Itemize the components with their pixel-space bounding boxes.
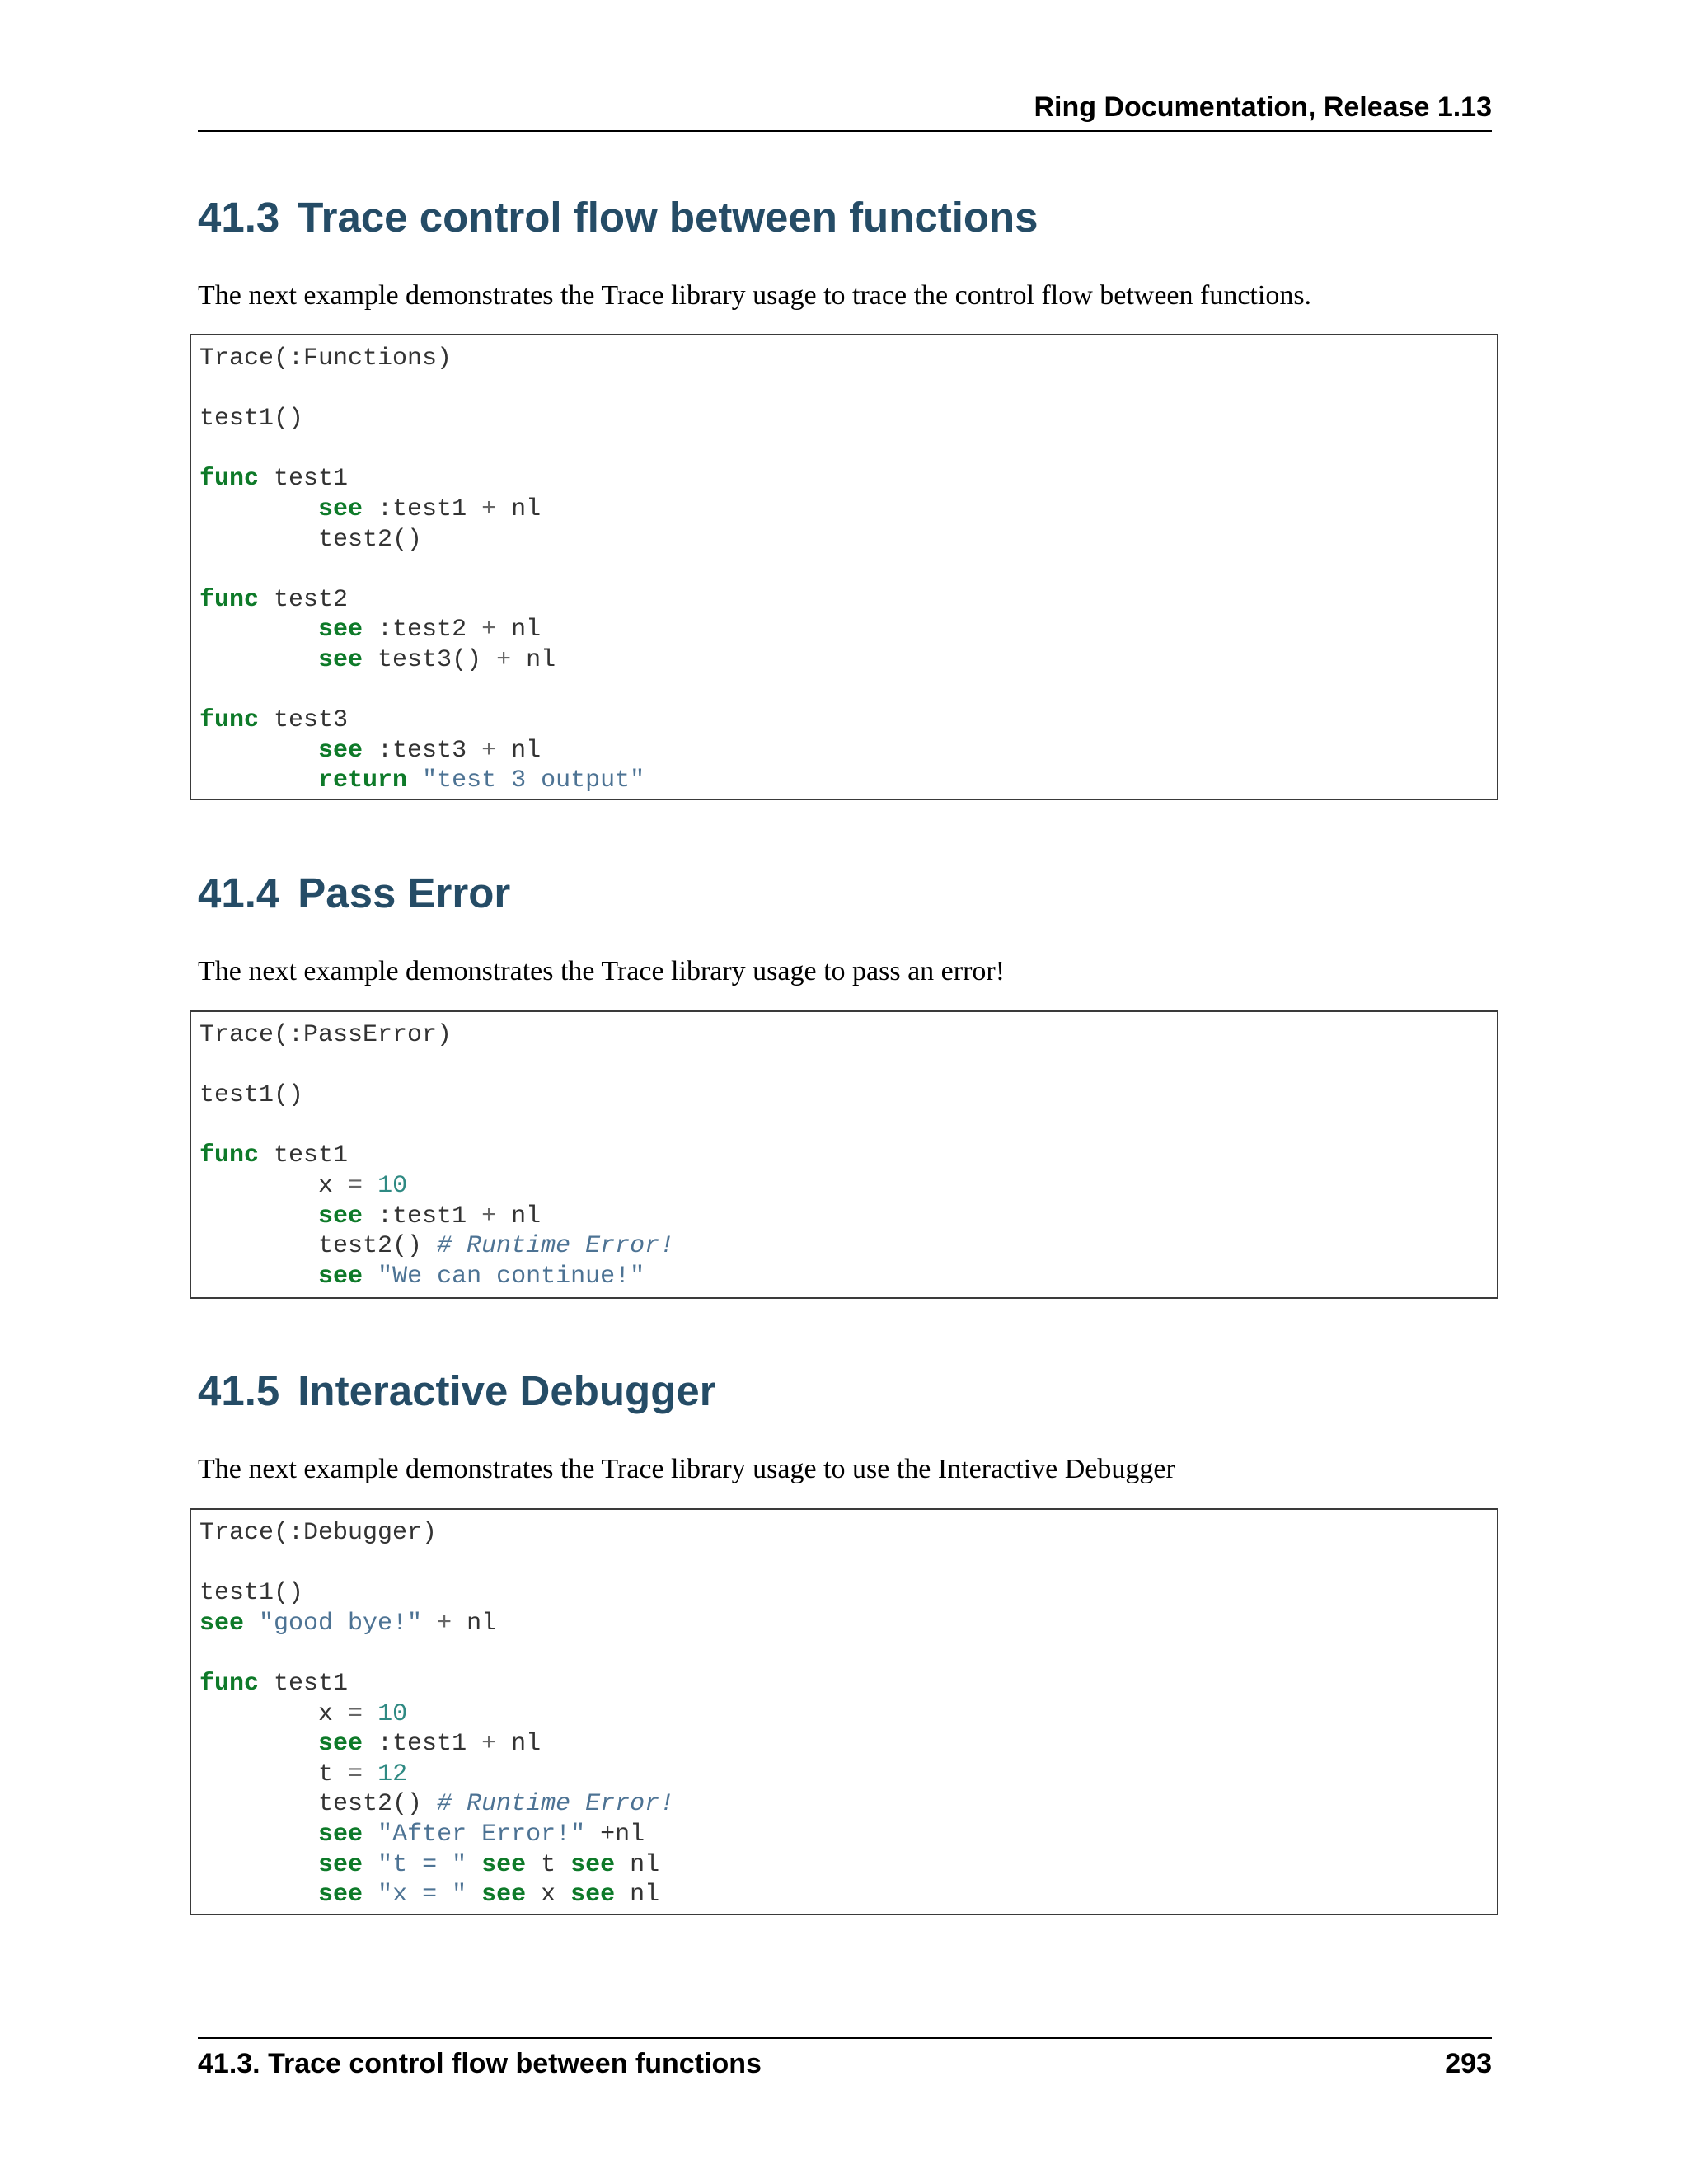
code-token-kw: func — [199, 1141, 260, 1170]
code-token-op: = — [348, 1699, 363, 1728]
code-token — [363, 1821, 377, 1849]
code-token: test1() — [199, 1579, 304, 1608]
section-41-4 — [198, 869, 1492, 988]
code-token: test1() — [199, 405, 304, 434]
code-token — [407, 766, 422, 794]
code-token-kw: see — [318, 1730, 363, 1759]
code-line — [199, 1821, 645, 1849]
code-line — [199, 344, 452, 373]
code-line — [199, 526, 422, 554]
code-token: +nl — [585, 1820, 645, 1849]
code-token-kw: func — [199, 706, 260, 735]
section-title: Interactive Debugger — [298, 1367, 716, 1414]
code-token: test2 — [259, 585, 349, 614]
code-token — [363, 1760, 377, 1788]
code-line — [199, 646, 556, 674]
code-token-op: + — [437, 1609, 452, 1638]
code-token-kw: see — [318, 645, 363, 674]
code-line — [199, 616, 541, 644]
section-intro: The next example demonstrates the Trace library usage to use the Interactive Debugger — [198, 1454, 1175, 1484]
code-token-str: "We can continue!" — [377, 1262, 645, 1291]
section-41-3 — [198, 193, 1492, 312]
code-token-str: "x = " — [377, 1881, 467, 1910]
code-line — [199, 1021, 452, 1049]
footer-section-title: 41.3. Trace control flow between functions — [198, 2048, 762, 2079]
code-token — [199, 1202, 318, 1230]
code-token-kw: see — [481, 1881, 527, 1910]
section-intro: The next example demonstrates the Trace library usage to trace the control flow between functions. — [198, 280, 1312, 311]
code-token: test1() — [199, 1081, 304, 1110]
code-line — [199, 1881, 659, 1909]
code-token — [199, 766, 318, 794]
code-line — [199, 1202, 541, 1230]
code-token: test2() — [199, 525, 423, 554]
code-line — [199, 1232, 674, 1260]
code-token-op: = — [348, 1171, 363, 1200]
code-token-num: 12 — [377, 1760, 408, 1788]
code-token: nl — [615, 1881, 660, 1910]
code-token — [467, 1881, 481, 1909]
code-line — [199, 495, 541, 523]
code-token-str: "good bye!" — [259, 1609, 423, 1638]
code-line — [199, 1760, 407, 1788]
code-token: x — [526, 1881, 571, 1910]
section-title: Pass Error — [298, 869, 511, 916]
code-token-kw: see — [199, 1609, 245, 1638]
code-token-str: "After Error!" — [377, 1820, 586, 1849]
code-token — [199, 1851, 318, 1879]
code-token: test1 — [259, 465, 349, 494]
code-line — [199, 1851, 659, 1879]
code-token-kw: see — [318, 1202, 363, 1230]
code-listing — [191, 335, 1497, 796]
running-header — [198, 91, 1492, 132]
header-title: Ring Documentation, Release 1.13 — [1034, 91, 1492, 123]
page-number: 293 — [1445, 2048, 1492, 2079]
code-token — [363, 1851, 377, 1879]
code-token: test2() — [199, 1790, 438, 1819]
code-token-kw: see — [570, 1850, 616, 1879]
section-41-5 — [198, 1366, 1492, 1486]
code-token — [363, 1172, 377, 1200]
code-token: nl — [496, 1202, 542, 1230]
code-block-functions — [190, 334, 1498, 800]
code-token — [199, 1881, 318, 1909]
code-line — [199, 706, 348, 734]
code-token — [244, 1610, 259, 1638]
code-block-debugger — [190, 1508, 1498, 1915]
code-token-kw: func — [199, 585, 260, 614]
code-token-op: + — [496, 645, 512, 674]
code-token: x — [199, 1171, 349, 1200]
code-token-num: 10 — [377, 1699, 408, 1728]
section-number: 41.5 — [198, 1367, 280, 1414]
code-token: t — [199, 1760, 349, 1788]
code-token: test3() — [363, 645, 497, 674]
code-token-kw: see — [318, 1820, 363, 1849]
code-token-str: "t = " — [377, 1850, 467, 1879]
section-number: 41.4 — [198, 869, 280, 916]
code-token: test3 — [259, 706, 349, 735]
code-token-cm: # Runtime Error! — [437, 1790, 675, 1819]
code-listing — [191, 1012, 1497, 1291]
code-line — [199, 1610, 496, 1638]
code-line — [199, 465, 348, 493]
code-token — [467, 1851, 481, 1879]
code-line — [199, 1141, 348, 1169]
code-token-num: 10 — [377, 1171, 408, 1200]
code-token: test2() — [199, 1232, 438, 1261]
code-token: :test1 — [363, 1202, 482, 1230]
code-token-op: + — [481, 736, 497, 765]
code-token-kw: see — [318, 616, 363, 644]
code-token: Trace(:Debugger) — [199, 1519, 438, 1547]
code-token — [199, 1263, 318, 1291]
section-intro: The next example demonstrates the Trace library usage to pass an error! — [198, 956, 1006, 987]
code-token — [199, 616, 318, 644]
code-token-cm: # Runtime Error! — [437, 1232, 675, 1261]
code-line — [199, 586, 348, 614]
code-line — [199, 766, 645, 794]
section-heading — [198, 193, 1492, 242]
code-token-kw: see — [318, 1262, 363, 1291]
code-line — [199, 1790, 674, 1818]
section-title: Trace control flow between functions — [298, 194, 1039, 241]
code-token-kw: see — [481, 1850, 527, 1879]
code-line — [199, 1172, 407, 1200]
code-line — [199, 1700, 407, 1728]
code-token — [422, 1610, 437, 1638]
code-token-kw: see — [318, 1850, 363, 1879]
code-token: Trace(:Functions) — [199, 344, 452, 373]
code-token: :test2 — [363, 616, 482, 644]
code-token — [199, 495, 318, 523]
code-token — [363, 1700, 377, 1728]
code-token — [199, 1821, 318, 1849]
section-number: 41.3 — [198, 194, 280, 241]
code-token: :test1 — [363, 494, 482, 523]
code-line — [199, 1081, 303, 1109]
code-line — [199, 1519, 437, 1547]
code-token-op: + — [481, 1202, 497, 1230]
code-token: test1 — [259, 1669, 349, 1698]
code-token — [363, 1881, 377, 1909]
code-token: nl — [496, 1730, 542, 1759]
code-token-kw: see — [318, 736, 363, 765]
code-token-op: + — [481, 494, 497, 523]
code-token-kw: func — [199, 1669, 260, 1698]
code-block-pass-error — [190, 1010, 1498, 1299]
code-token: x — [199, 1699, 349, 1728]
code-token: nl — [496, 736, 542, 765]
code-line — [199, 1579, 303, 1607]
code-token: nl — [496, 616, 542, 644]
code-token: Trace(:PassError) — [199, 1021, 452, 1049]
code-token-kw: see — [318, 494, 363, 523]
section-heading — [198, 1366, 1492, 1416]
code-token — [199, 1730, 318, 1758]
code-listing — [191, 1510, 1497, 1910]
code-token: test1 — [259, 1141, 349, 1170]
code-token: nl — [452, 1609, 497, 1638]
code-token — [363, 1263, 377, 1291]
code-token: :test3 — [363, 736, 482, 765]
code-token — [199, 646, 318, 674]
code-line — [199, 1730, 541, 1758]
code-token: :test1 — [363, 1730, 482, 1759]
code-token: nl — [615, 1850, 660, 1879]
code-token-op: + — [481, 1730, 497, 1759]
code-token — [199, 737, 318, 765]
code-token: nl — [511, 645, 556, 674]
code-line — [199, 1670, 348, 1698]
code-token-str: "test 3 output" — [422, 766, 645, 795]
code-line — [199, 1263, 645, 1291]
code-token: t — [526, 1850, 571, 1879]
code-token-kw: see — [570, 1881, 616, 1910]
code-token-kw: return — [318, 766, 408, 795]
code-line — [199, 737, 541, 765]
code-token-kw: func — [199, 465, 260, 494]
code-token-op: = — [348, 1760, 363, 1788]
code-token: nl — [496, 494, 542, 523]
running-footer — [198, 2037, 1492, 2079]
section-heading — [198, 869, 1492, 918]
code-token-op: + — [481, 616, 497, 644]
code-token-kw: see — [318, 1881, 363, 1910]
code-line — [199, 405, 303, 433]
